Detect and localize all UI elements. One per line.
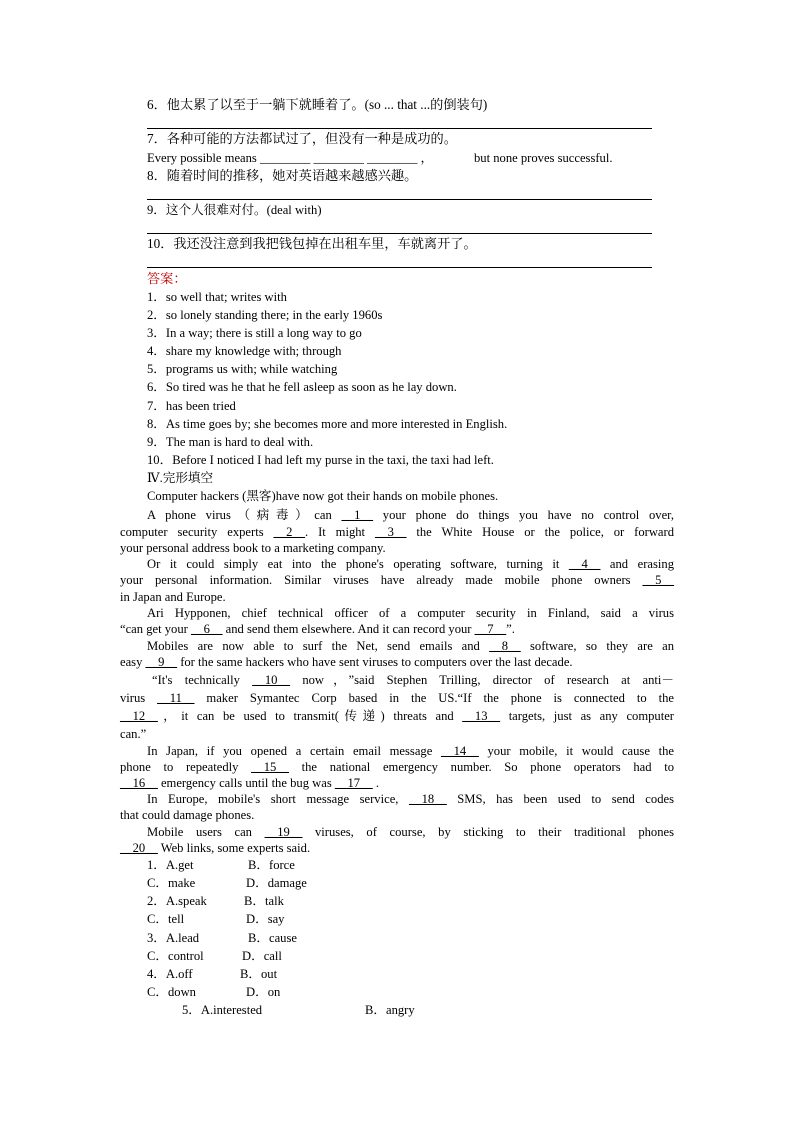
answer-item: 4．share my knowledge with; through xyxy=(147,344,342,358)
blank-2: __2__ xyxy=(273,525,306,539)
cloze-p4-line1: Mobiles are now able to surf the Net, send emails and __8__ software, so they are an xyxy=(147,639,674,653)
option-b: B．out xyxy=(240,967,278,981)
blank-11: __11__ xyxy=(157,691,195,705)
question-6: 6．他太累了以至于一躺下就睡着了。(so ... that ...的倒装句) xyxy=(147,97,488,112)
blank-3: __3__ xyxy=(374,525,407,539)
blank-4: __4__ xyxy=(568,557,601,571)
blank-20: __20__ xyxy=(120,841,158,855)
blank-19: __19__ xyxy=(264,825,303,839)
question-9: 9．这个人很难对付。(deal with) xyxy=(147,203,322,217)
cloze-p4-line2: easy __9__ for the same hackers who have sent viruses to computers over the last decade. xyxy=(120,655,573,669)
blank-12: __12__ xyxy=(120,709,158,723)
option-a: C．control xyxy=(147,949,204,963)
answer-line-8 xyxy=(147,199,652,200)
cloze-p2-line1: Or it could simply eat into the phone's operating software, turning it __4__ and erasing xyxy=(147,557,674,571)
cloze-p3-line2: “can get your __6__ and send them elsewhere. And it can record your __7__”. xyxy=(120,622,515,636)
option-b: B．force xyxy=(248,858,295,872)
cloze-p6-line1: In Japan, if you opened a certain email message __14__ your mobile, it would cause the xyxy=(147,744,674,758)
option-a: 5．A.interested xyxy=(182,1003,263,1017)
answers-title: 答案： xyxy=(147,271,187,286)
blank-18: __18__ xyxy=(408,792,447,806)
option-b: D．damage xyxy=(246,876,307,890)
blank-9: __9__ xyxy=(145,655,178,669)
cloze-intro: Computer hackers (黑客)have now got their hands on mobile phones. xyxy=(147,489,499,503)
cloze-p8-line2: __20__ Web links, some experts said. xyxy=(120,841,311,855)
question-10: 10．我还没注意到我把钱包掉在出租车里，车就离开了。 xyxy=(147,236,477,251)
option-a: C．tell xyxy=(147,912,185,926)
blank-10: __10__ xyxy=(252,673,291,687)
cloze-p5-line4: can.” xyxy=(120,727,147,741)
cloze-p5-line3: __12__，it can be used to transmit(传递) threats and __13__ targets, just as any computer xyxy=(120,709,675,723)
blank-7: __7__ xyxy=(474,622,507,636)
question-7-fill-end: but none proves successful. xyxy=(474,151,613,165)
answer-item: 1．so well that; writes with xyxy=(147,290,287,304)
cloze-p2-line2: your personal information. Similar viruses have already made mobile phone owners __5__ xyxy=(120,573,675,587)
option-a: 3．A.lead xyxy=(147,931,200,945)
cloze-p5-line2: virus __11__ maker Symantec Corp based in the US.“If the phone is connected to the xyxy=(120,691,674,705)
option-b: D．say xyxy=(246,912,285,926)
cloze-p5-line1: “It's technically __10__ now，”said Stephen Trilling, director of research at anti－ xyxy=(152,673,674,687)
answer-item: 6．So tired was he that he fell asleep as soon as he lay down. xyxy=(147,380,457,394)
option-a: 1．A.get xyxy=(147,858,194,872)
option-b: D．on xyxy=(246,985,281,999)
question-7: 7．各种可能的方法都试过了，但没有一种是成功的。 xyxy=(147,131,457,146)
answer-item: 10．Before I noticed I had left my purse in the taxi, the taxi had left. xyxy=(147,453,494,467)
cloze-p8-line1: Mobile users can __19__ viruses, of course, by sticking to their traditional phones xyxy=(147,825,675,839)
cloze-p2-line3: in Japan and Europe. xyxy=(120,590,226,604)
blank-13: __13__ xyxy=(462,709,501,723)
cloze-section-title: Ⅳ.完形填空 xyxy=(147,471,214,485)
option-a: C．make xyxy=(147,876,196,890)
answer-item: 3．In a way; there is still a long way to go xyxy=(147,326,362,340)
cloze-p1-line3: your personal address book to a marketing company. xyxy=(120,541,386,555)
blank-17: __17__ xyxy=(334,776,373,790)
blank-8: __8__ xyxy=(489,639,521,653)
answer-line-9 xyxy=(147,233,652,234)
option-a: 2．A.speak xyxy=(147,894,207,908)
answer-item: 8．As time goes by; she becomes more and more interested in English. xyxy=(147,417,508,431)
option-b: B．talk xyxy=(244,894,284,908)
blank-5: __5__ xyxy=(642,573,675,587)
cloze-p1-line2: computer security experts __2__. It might __3__ the White House or the police, or forward xyxy=(120,525,675,539)
cloze-p1-line1: A phone virus（病毒）can __1__ your phone do things you have no control over, xyxy=(147,508,675,522)
option-a: C．down xyxy=(147,985,196,999)
answer-item: 2．so lonely standing there; in the early 1960s xyxy=(147,308,383,322)
blank-1: __1__ xyxy=(341,508,374,522)
answer-item: 7．has been tried xyxy=(147,399,236,413)
question-8: 8．随着时间的推移，她对英语越来越感兴趣。 xyxy=(147,168,418,183)
cloze-p3-line1: Ari Hypponen, chief technical officer of a computer security in Finland, said a virus xyxy=(147,606,674,620)
question-7-fill-start: Every possible means ________ ________ ________ ， xyxy=(147,151,434,165)
answer-line-6 xyxy=(147,128,652,129)
blank-6: __6__ xyxy=(191,622,223,636)
cloze-p6-line2: phone to repeatedly __15__ the national emergency number. So phone operators had to xyxy=(120,760,674,774)
cloze-p6-line3: __16__ emergency calls until the bug was __17__ . xyxy=(120,776,379,790)
answer-item: 5．programs us with; while watching xyxy=(147,362,338,376)
cloze-p7-line1: In Europe, mobile's short message service, __18__ SMS, has been used to send codes xyxy=(147,792,674,806)
option-b: B．angry xyxy=(365,1003,415,1017)
answer-item: 9．The man is hard to deal with. xyxy=(147,435,314,449)
blank-14: __14__ xyxy=(441,744,479,758)
option-a: 4．A.off xyxy=(147,967,193,981)
option-b: D．call xyxy=(242,949,282,963)
option-b: B．cause xyxy=(248,931,297,945)
cloze-p7-line2: that could damage phones. xyxy=(120,808,255,822)
blank-15: __15__ xyxy=(251,760,289,774)
blank-16: __16__ xyxy=(120,776,158,790)
answer-line-10 xyxy=(147,267,652,268)
